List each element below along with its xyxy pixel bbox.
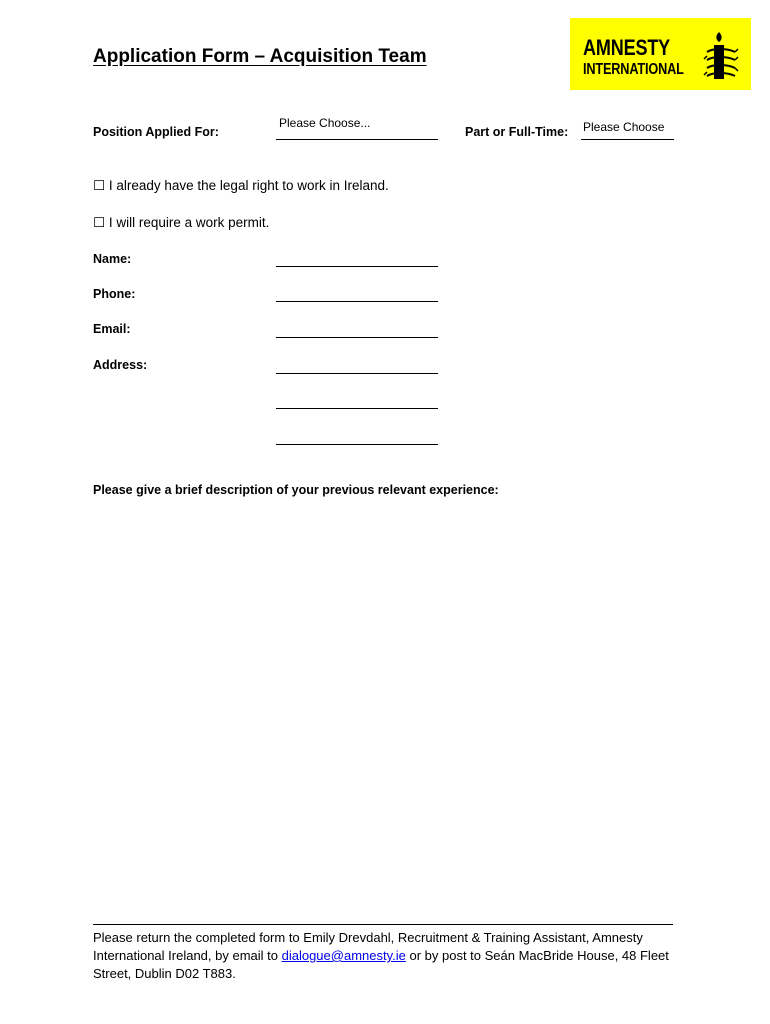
logo-line-2: INTERNATIONAL <box>583 61 684 78</box>
time-select[interactable]: Please Choose <box>583 120 665 134</box>
experience-textarea[interactable] <box>93 505 673 905</box>
logo-line-1: AMNESTY <box>583 35 671 60</box>
address-field-3[interactable] <box>276 444 438 445</box>
footer-text-1: Please return the completed form to Emily Drevdahl, Recruitment & Training Assistant, Amnesty International Ireland, by email to <box>93 930 643 963</box>
address-field-1[interactable] <box>276 373 438 374</box>
footer-text-2: or by post to Seán MacBride House, 48 Fleet Street, Dublin D02 T883. <box>93 948 669 981</box>
phone-field[interactable] <box>276 301 438 302</box>
name-label: Name: <box>93 252 132 266</box>
right-to-work-checkbox[interactable]: ☐ I already have the legal right to work in Ireland. <box>93 178 389 193</box>
experience-label: Please give a brief description of your previous relevant experience: <box>93 483 499 497</box>
footer-note <box>93 929 693 983</box>
phone-label: Phone: <box>93 287 136 301</box>
amnesty-logo <box>570 18 751 90</box>
work-permit-checkbox[interactable]: ☐ I will require a work permit. <box>93 215 270 230</box>
name-field[interactable] <box>276 266 438 267</box>
candle-barbed-wire-icon <box>703 26 743 86</box>
address-field-2[interactable] <box>276 408 438 409</box>
email-field[interactable] <box>276 337 438 338</box>
page-title: Application Form – Acquisition Team <box>93 46 427 67</box>
position-label: Position Applied For: <box>93 125 219 139</box>
time-label: Part or Full-Time: <box>465 125 569 139</box>
position-line <box>276 139 438 140</box>
position-select[interactable]: Please Choose... <box>279 116 371 130</box>
email-link[interactable]: dialogue@amnesty.ie <box>281 948 406 963</box>
footer-divider <box>93 924 673 925</box>
time-line <box>581 139 674 140</box>
address-label: Address: <box>93 358 148 372</box>
email-label: Email: <box>93 322 131 336</box>
